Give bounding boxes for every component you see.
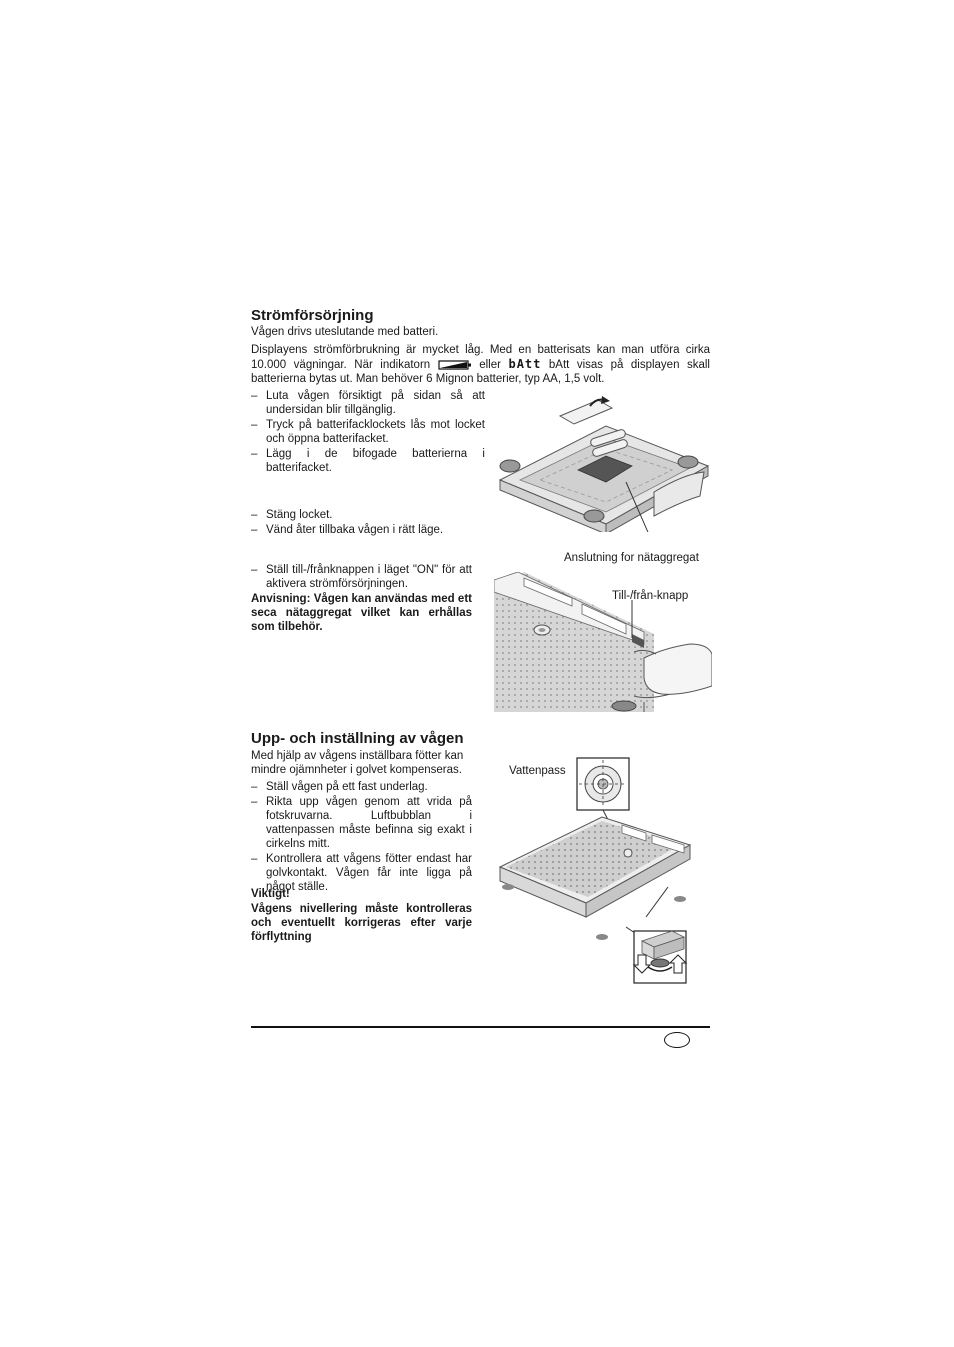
batt-display-text: bAtt — [508, 357, 542, 371]
power-paragraph-part2: bAtt visas på displayen skall batterierna bytas ut. Man behöver 6 Mignon batterier, typ AA, 1,5 volt. — [251, 359, 710, 385]
battery-low-icon — [438, 359, 472, 371]
list-item: – Ställ vågen på ett fast underlag. — [251, 780, 472, 794]
figure-caption-power-adapter: Anslutning for nätaggregat — [564, 552, 699, 564]
list-item: – Ställ till-/frånknappen i läget "ON" för att aktivera strömförsörjningen. — [251, 563, 472, 591]
power-intro: Vågen drivs uteslutande med batteri. — [251, 326, 439, 338]
list-item: – Vänd åter tillbaka vågen i rätt läge. — [251, 523, 485, 537]
power-on-steps-list — [251, 563, 472, 592]
list-item: – Rikta upp vågen genom att vrida på fotskruvarna. Luftbubblan i vattenpassen måste befinna sig exakt i cirkelns mitt. — [251, 795, 472, 851]
accessory-note: Anvisning: Vågen kan användas med ett seca nätaggregat vilket kan erhållas som tilbehör. — [251, 593, 472, 633]
battery-steps-list-b — [251, 508, 485, 538]
list-item: – Luta vågen försiktigt på sidan så att undersidan blir tillgänglig. — [251, 389, 485, 417]
battery-steps-list-a — [251, 389, 485, 476]
list-item: – Stäng locket. — [251, 508, 485, 522]
important-text: Vågens nivellering måste kontrolleras och eventuellt korrigeras efter varje förflyttning — [251, 903, 472, 943]
list-item: – Lägg i de bifogade batterierna i batterifacket. — [251, 447, 485, 475]
list-item: – Kontrollera att vågens fötter endast har golvkontakt. Vågen får inte ligga på något ställe. — [251, 852, 472, 894]
important-title: Viktigt! — [251, 888, 290, 900]
power-paragraph-or: eller — [479, 359, 501, 371]
leveling-illustration — [496, 757, 712, 989]
figure-caption-spirit-level: Vattenpass — [509, 765, 566, 777]
figure-caption-on-off-switch: Till-/från-knapp — [612, 590, 689, 602]
language-marker-oval — [664, 1032, 690, 1048]
footer-rule — [251, 1026, 710, 1028]
section-heading-setup: Upp- och inställning av vågen — [251, 730, 464, 747]
setup-intro: Med hjälp av vågens inställbara fötter kan mindre ojämnheter i golvet kompenseras. — [251, 750, 464, 776]
section-heading-power: Strömförsörjning — [251, 307, 374, 324]
power-paragraph-part1: Displayens strömförbrukning är mycket låg. Med en batterisats kan man utföra cirka 10.000 vägningar. När indikatorn — [251, 344, 710, 371]
battery-compartment-illustration — [494, 392, 712, 532]
power-paragraph — [251, 343, 710, 386]
list-item: – Tryck på batterifacklockets lås mot locket och öppna batterifacket. — [251, 418, 485, 446]
setup-steps-list — [251, 780, 472, 895]
